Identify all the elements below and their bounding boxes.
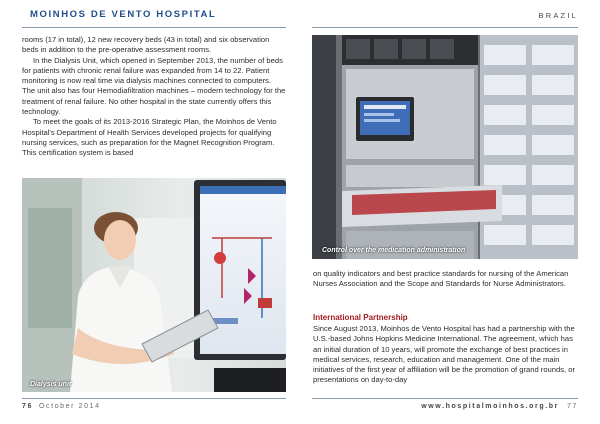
footer-rule-right <box>312 398 578 399</box>
left-paragraph-3: To meet the goals of its 2013-2016 Strategic Plan, the Moinhos de Vento Hospital's Department of Health Services developed projects for qualifying nursing services, such as preparation for the Magnet Recognition Program. This certification system is based <box>22 117 277 158</box>
right-paragraph-continuation: on quality indicators and best practice standards for nursing of the American Nurses Association and the Scope and Standards for Nurse Administrators. <box>313 269 569 289</box>
left-page-number: 76 <box>22 403 33 410</box>
website-url: www.hospitalmoinhos.org.br <box>421 403 559 410</box>
section-paragraph: Since August 2013, Moinhos de Vento Hospital has had a partnership with the U.S.-based Johns Hopkins Medicine International. The agreement, which has an initial duration of 10 years, will promote the exchange of best practices in medical services, research, education and management. One of the main initiatives of the first year of affiliation will be the promotion of grand rounds, or presentations on day-to-day <box>313 324 575 385</box>
header-country: BRAZIL <box>538 11 578 20</box>
issue-date: October 2014 <box>39 403 101 410</box>
medication-cabinet-illustration <box>312 35 578 259</box>
header-rule-right <box>312 27 578 28</box>
left-paragraph-1: rooms (17 in total), 12 new recovery beds (43 in total) and six observation beds in addition to the pre-operative assessment rooms. <box>22 35 270 55</box>
left-paragraph-2: In the Dialysis Unit, which opened in September 2013, the number of beds for patients with chronic renal failure was expanded from 14 to 22. Patient monitoring is now real time via dialysis machines connected to computers. The unit also has four Hemodiafiltration machines – modern technology for the treatment of renal failure. No other hospital in the state currently offers this technology. <box>22 55 286 117</box>
dialysis-unit-photo <box>22 178 286 392</box>
header-title: MOINHOS DE VENTO HOSPITAL <box>30 9 217 20</box>
footer-right <box>421 403 578 410</box>
header-rule-left <box>22 27 286 28</box>
right-column-continuation <box>313 269 578 290</box>
dialysis-unit-caption: Dialysis unit <box>30 381 72 388</box>
dialysis-unit-illustration <box>22 178 286 392</box>
section-heading: International Partnership <box>313 313 408 322</box>
medication-control-photo <box>312 35 578 259</box>
right-page-number: 77 <box>567 403 578 410</box>
footer-left <box>22 403 101 410</box>
international-partnership-section <box>313 313 578 386</box>
medication-control-caption: Control over the medication administration <box>322 247 466 254</box>
left-column-text <box>22 35 286 159</box>
footer-rule-left <box>22 398 286 399</box>
